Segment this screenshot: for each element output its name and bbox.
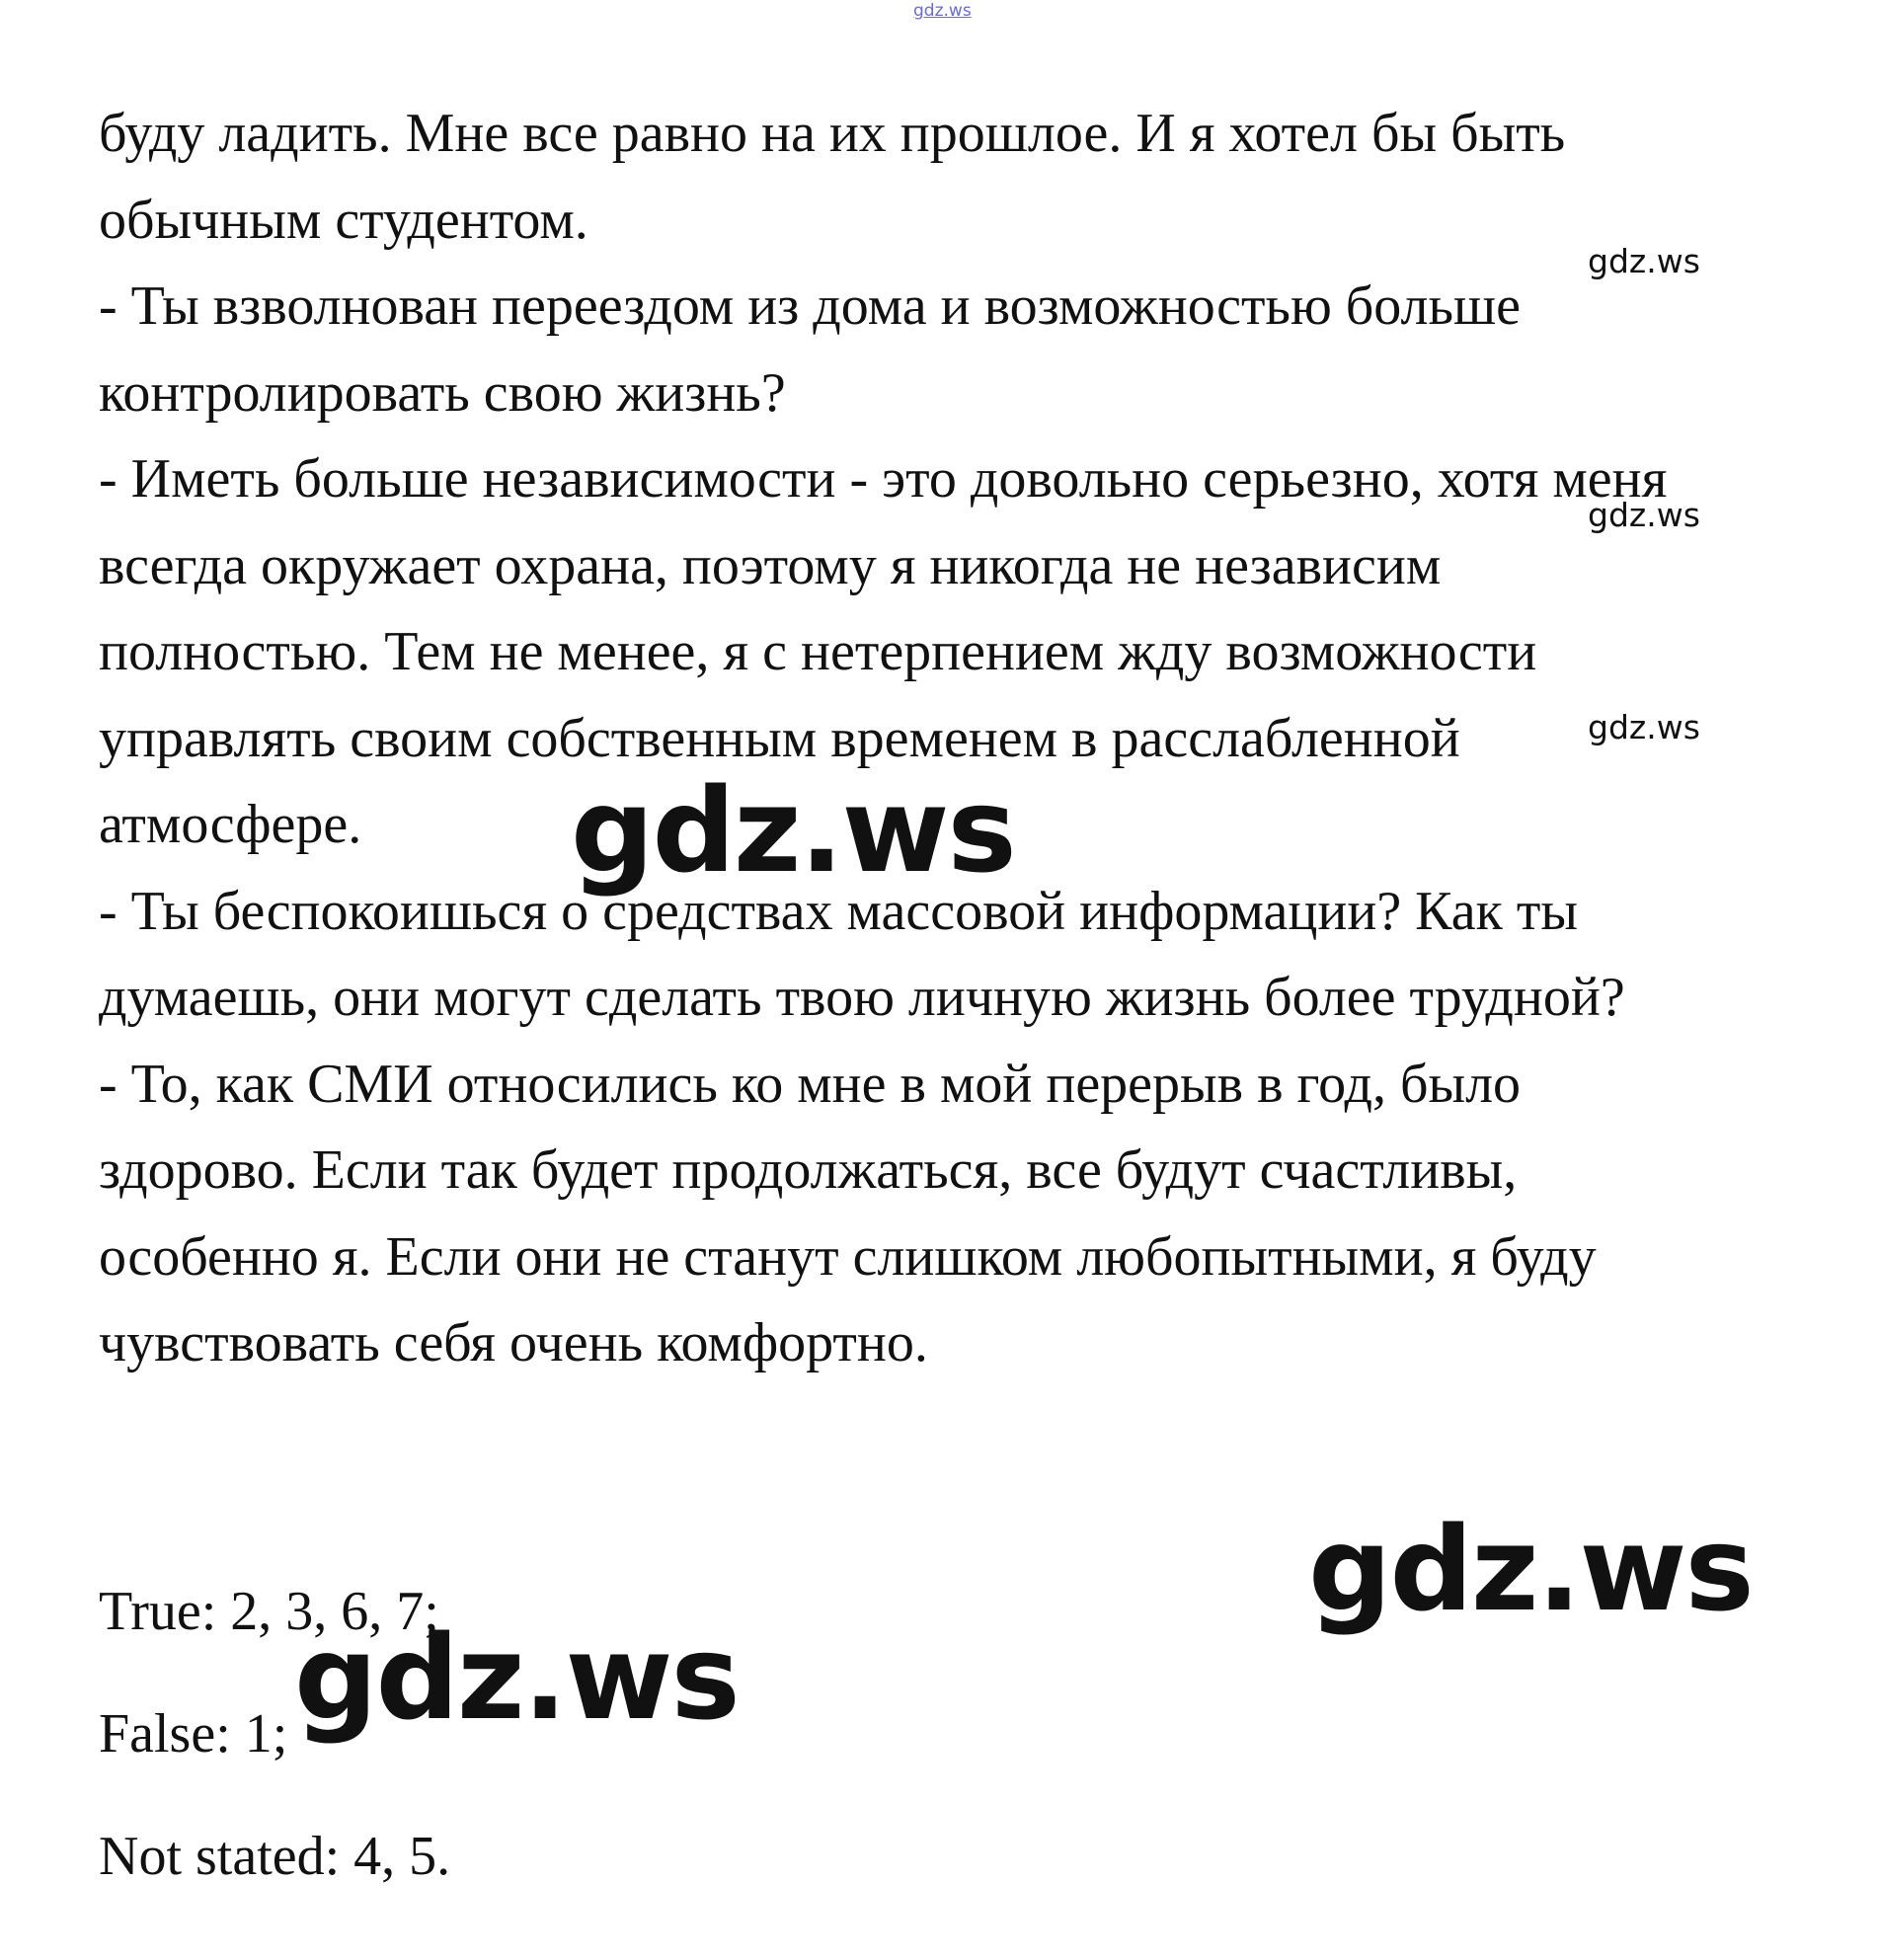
text-line: всегда окружает охрана, поэтому я никогда не независим <box>99 534 1442 596</box>
watermark-large: gdz.ws <box>571 762 1015 899</box>
text-line: обычным студентом. <box>99 189 588 251</box>
text-line: особенно я. Если они не станут слишком любопытными, я буду <box>99 1225 1597 1288</box>
answer-not-stated: Not stated: 4, 5. <box>99 1826 451 1887</box>
text-line: буду ладить. Мне все равно на их прошлое. И я хотел бы быть <box>99 103 1566 164</box>
answer-true: True: 2, 3, 6, 7; <box>99 1581 439 1642</box>
watermark-small: gdz.ws <box>1588 242 1700 280</box>
watermark-small: gdz.ws <box>1588 496 1700 534</box>
watermark-top: gdz.ws <box>913 1 972 21</box>
text-line: - То, как СМИ относились ко мне в мой перерыв в год, было <box>99 1053 1522 1115</box>
text-line: - Иметь больше независимости - это довольно серьезно, хотя меня <box>99 448 1668 510</box>
text-line: контролировать свою жизнь? <box>99 361 786 424</box>
text-line: атмосфере. <box>99 794 362 855</box>
text-line: - Ты беспокоишься о средствах массовой информации? Как ты <box>99 880 1578 942</box>
text-line: чувствовать себя очень комфортно. <box>99 1312 928 1373</box>
text-line: полностью. Тем не менее, я с нетерпением жду возможности <box>99 621 1537 682</box>
watermark-large: gdz.ws <box>294 1609 739 1746</box>
text-line: - Ты взволнован переездом из дома и возможностью больше <box>99 275 1522 337</box>
document-body <box>99 91 1777 1387</box>
watermark-small: gdz.ws <box>1588 708 1700 746</box>
watermark-large: gdz.ws <box>1308 1501 1753 1637</box>
text-line: думаешь, они могут сделать твою личную жизнь более трудной? <box>99 967 1625 1028</box>
answer-false: False: 1; <box>99 1703 288 1764</box>
text-line: здорово. Если так будет продолжаться, все будут счастливы, <box>99 1139 1518 1201</box>
text-line: управлять своим собственным временем в расслабленной <box>99 707 1460 769</box>
